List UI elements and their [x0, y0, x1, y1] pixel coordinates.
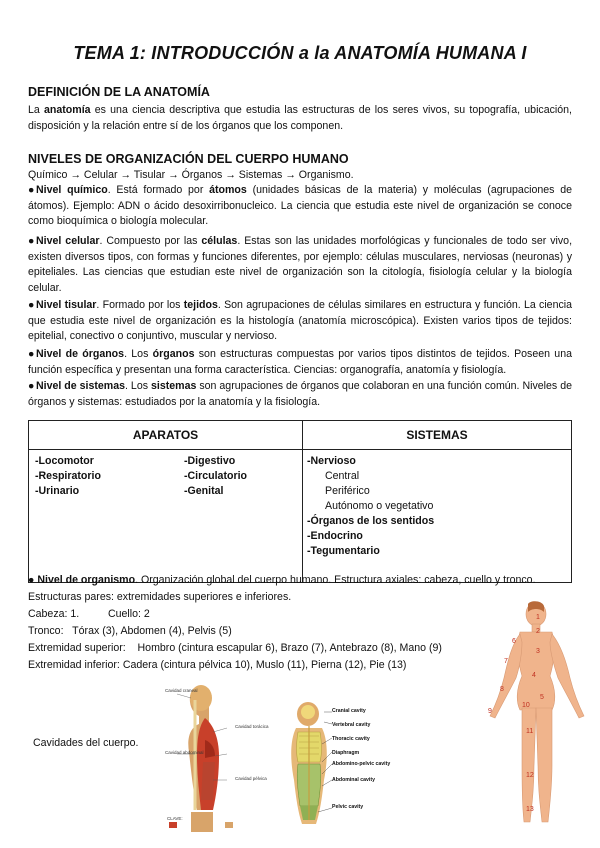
region-number: 4	[532, 672, 536, 679]
region-number: 1	[536, 614, 540, 621]
level-organismo: ● Nivel de organismo. Organización global del cuerpo humano. Estructura axiales: cabeza, cuello y tronco.	[28, 574, 536, 586]
region-number: 7	[504, 658, 508, 665]
list-item: Periférico	[325, 485, 370, 497]
list-item: -Circulatorio	[184, 470, 247, 482]
fig2-label: Cranial cavity	[332, 708, 366, 714]
list-item: -Endocrino	[307, 530, 363, 542]
list-item: Central	[325, 470, 360, 482]
level-celular: ● Nivel celular. Compuesto por las células. Estas son las unidades morfológicas y funcionales de todo ser vivo, existen diversos tipos, con formas y funciones diferentes, por ejemplo: células musculares, nerviosas (neuronas) y epiteliales. Las ciencias que estudian este nivel de organización son la citología, fisiología celular y la biología celular.	[28, 235, 573, 294]
list-item: -Urinario	[35, 485, 80, 497]
tronco-line: Tronco: Tórax (3), Abdomen (4), Pelvis (5)	[28, 625, 232, 637]
level-quimico: ● Nivel químico. Está formado por átomos (unidades básicas de la materia) y moléculas (agrupaciones de átomos). Ejemplo: ADN o ácido desoxirribonucleico. La ciencia que estudia este nivel de organización se conoce como bioquímica o biología molecular.	[28, 184, 573, 228]
region-number: 8	[500, 686, 504, 693]
cavities-caption: Cavidades del cuerpo.	[33, 737, 139, 749]
level-sistemas: ● Nivel de sistemas. Los sistemas son agrupaciones de órganos que colaboran en una función común. Niveles de órganos y sistemas: estudiados por la anatomía y la fisiología.	[28, 380, 572, 408]
table-header-aparatos: APARATOS	[29, 421, 303, 450]
lateral-cavities-figure	[165, 680, 275, 840]
region-number: 2	[536, 628, 540, 635]
fig1-label: Cavidad abdominal	[165, 750, 204, 755]
list-item: -Locomotor	[35, 455, 94, 467]
fig1-label: Cavidad craneal	[165, 688, 198, 693]
list-item: -Tegumentario	[307, 545, 380, 557]
list-item: -Digestivo	[184, 455, 236, 467]
page-title: TEMA 1: INTRODUCCIÓN a la ANATOMÍA HUMANA I	[73, 43, 527, 63]
region-number: 5	[540, 694, 544, 701]
cabeza-line: Cabeza: 1.	[28, 608, 80, 620]
fig2-label: Abdomino-pelvic cavity	[332, 761, 391, 767]
region-number: 9	[488, 708, 492, 715]
region-number: 12	[526, 772, 534, 779]
list-item: -Nervioso	[307, 455, 356, 467]
aparatos-list-1	[35, 454, 101, 499]
level-organos: ● Nivel de órganos. Los órganos son estructuras compuestas por varios tipos distintos de tejidos. Poseen una función específica y presentan una forma característica. Ciencias: organografía, anatomía y fisiología.	[28, 348, 572, 376]
list-item: Autónomo o vegetativo	[325, 500, 434, 512]
levels-chain: Químico → Celular → Tisular → Órganos → Sistemas → Organismo.	[28, 169, 354, 181]
levels-heading: NIVELES DE ORGANIZACIÓN DEL CUERPO HUMANO	[28, 152, 349, 166]
apparatus-systems-table	[28, 420, 572, 583]
fig1-label: Cavidad torácica	[235, 724, 269, 729]
table-header-sistemas: SISTEMAS	[303, 421, 572, 450]
cuello-line: Cuello: 2	[108, 608, 150, 620]
ext-inf-line: Extremidad inferior: Cadera (cintura pélvica 10), Muslo (11), Pierna (12), Pie (13)	[28, 659, 407, 671]
level-tisular: ● Nivel tisular. Formado por los tejidos. Son agrupaciones de células similares en estructura y función. La ciencia que estudia este nivel de organización es la histología (anatomía microscópica). Existen varios tipos de tejidos: epitelial, conectivo o conjuntivo, muscular y nervioso.	[28, 299, 572, 343]
sistemas-list	[307, 454, 434, 559]
region-number: 3	[536, 648, 540, 655]
fig2-label: Vertebral cavity	[332, 722, 371, 728]
fig2-label: Thoracic cavity	[332, 736, 370, 742]
list-item: -Órganos de los sentidos	[307, 515, 435, 527]
ext-sup-line: Extremidad superior: Hombro (cintura escapular 6), Brazo (7), Antebrazo (8), Mano (9)	[28, 642, 442, 654]
anterior-cavities-figure	[288, 700, 391, 830]
fig1-label: Cavidad pélvica	[235, 776, 267, 781]
list-item: -Respiratorio	[35, 470, 101, 482]
organismo-pares: Estructuras pares: extremidades superiores e inferiores.	[28, 591, 292, 603]
fig2-label: Pelvic cavity	[332, 804, 364, 810]
definition-heading: DEFINICIÓN DE LA ANATOMÍA	[28, 85, 210, 99]
sistemas-cell	[303, 450, 572, 583]
body-regions-figure	[482, 598, 592, 830]
region-number: 6	[512, 638, 516, 645]
aparatos-cell	[29, 450, 303, 583]
region-number: 11	[526, 728, 534, 735]
definition-paragraph: La anatomía es una ciencia descriptiva que estudia las estructuras de los seres vivos, su topografía, ubicación, disposición y la relación entre sí de los órganos que los componen.	[28, 104, 572, 132]
aparatos-list-2	[184, 454, 247, 499]
fig1-label: CLAVE:	[167, 816, 183, 821]
list-item: -Genital	[184, 485, 224, 497]
region-number: 13	[526, 806, 534, 813]
region-number: 10	[522, 702, 530, 709]
fig2-label: Abdominal cavity	[332, 777, 375, 783]
fig2-label: Diaphragm	[332, 750, 360, 756]
